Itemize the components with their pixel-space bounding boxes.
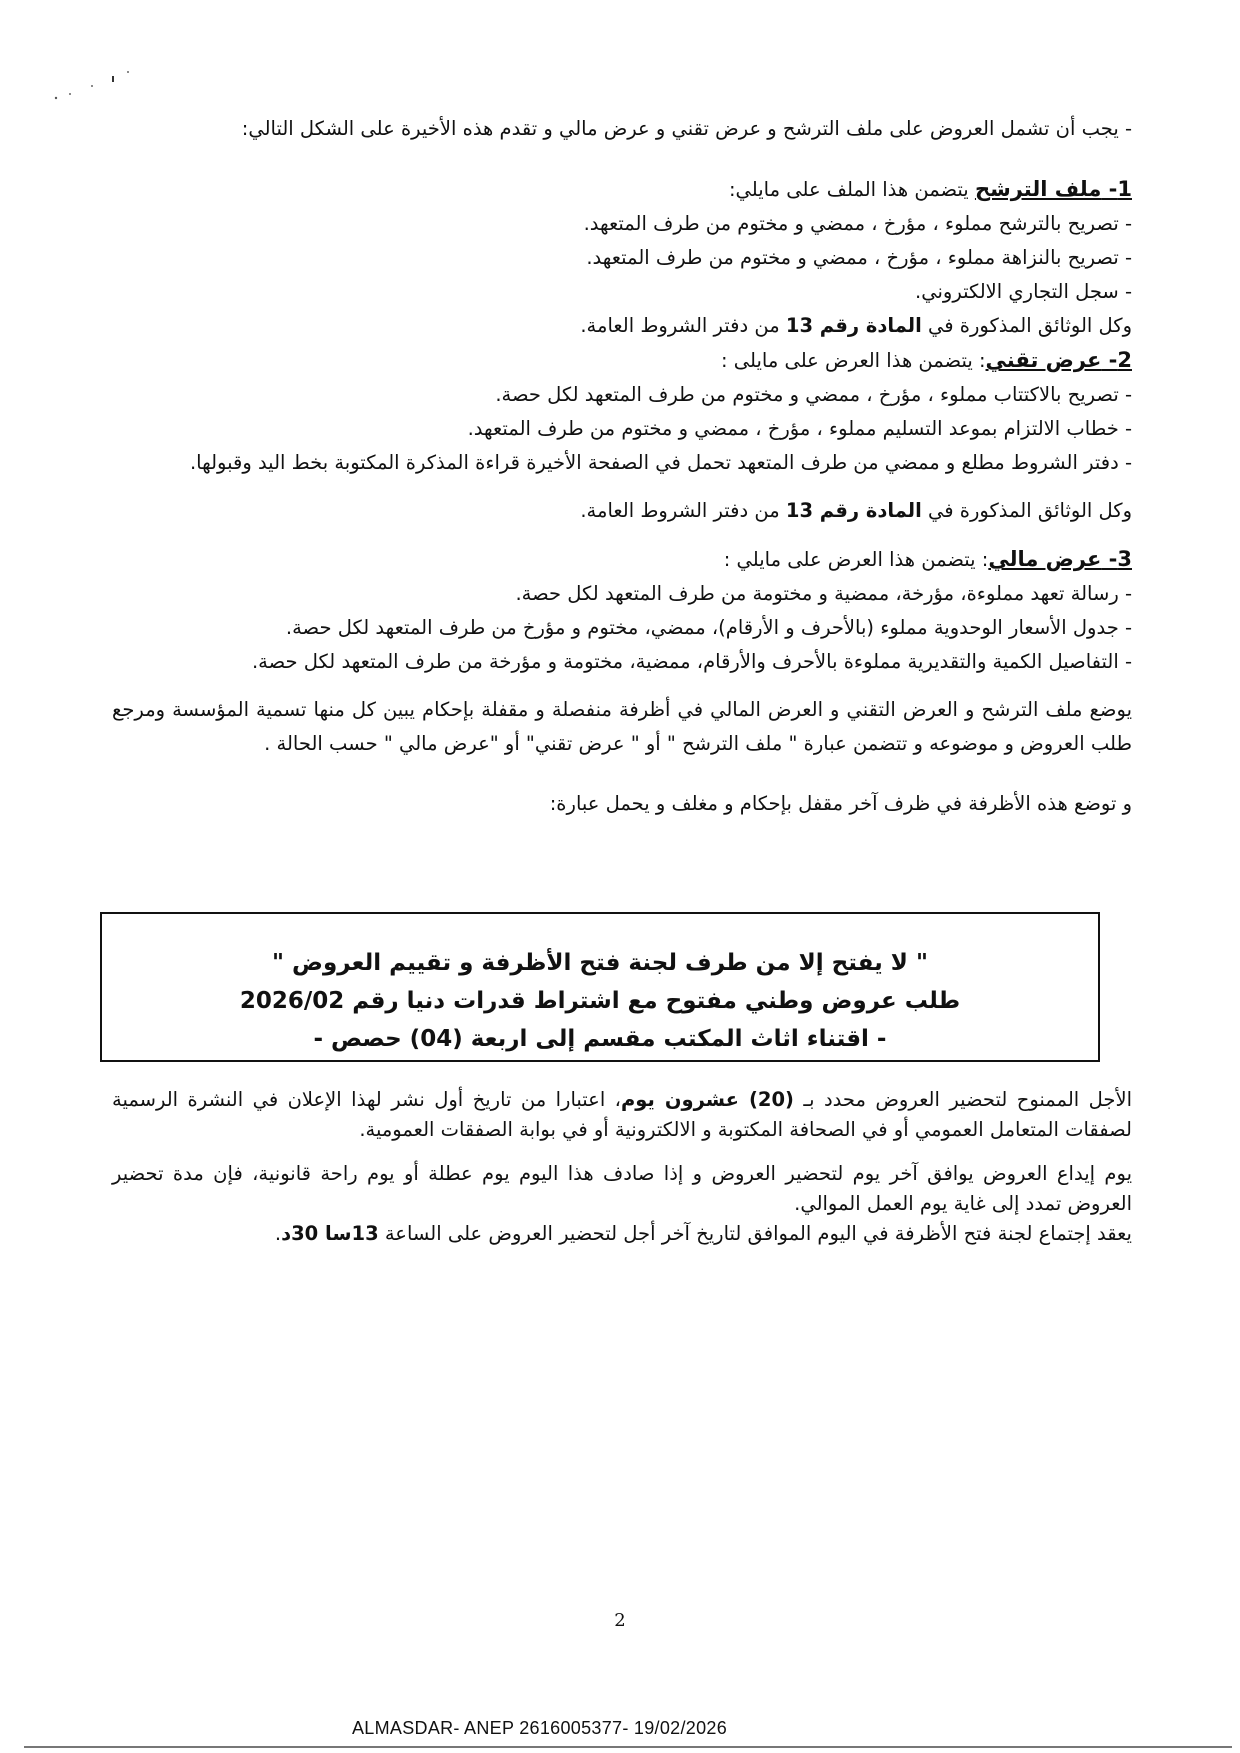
footer-reference: ALMASDAR- ANEP 2616005377- 19/02/2026 xyxy=(352,1718,728,1738)
section-2-heading: 2- عرض تقني: يتضمن هذا العرض على مايلى : xyxy=(720,348,1132,372)
section-3-item: - التفاصيل الكمية والتقديرية مملوءة بالأحرف والأرقام، ممضية، مختومة و مؤرخة من طرف المتعهد لكل حصة. xyxy=(251,650,1132,673)
box-line: طلب عروض وطني مفتوح مع اشتراط قدرات دنيا رقم 2026/02 xyxy=(239,988,961,1014)
section-2-item: - تصريح بالاكتتاب مملوء ، مؤرخ ، ممضي و مختوم من طرف المتعهد لكل حصة. xyxy=(495,383,1132,406)
section-1-item: - تصريح بالنزاهة مملوء ، مؤرخ ، ممضي و مختوم من طرف المتعهد. xyxy=(586,246,1132,269)
deadline-text xyxy=(112,1085,1132,1249)
docs-reference: وكل الوثائق المذكورة في المادة رقم 13 من دفتر الشروط العامة. xyxy=(580,314,1132,337)
section-1-item: - تصريح بالترشح مملوء ، مؤرخ ، ممضي و مختوم من طرف المتعهد. xyxy=(583,212,1132,235)
envelopes-paragraph: يوضع ملف الترشح و العرض التقني و العرض المالي في أظرفة منفصلة و مقفلة بإحكام يبين كل منها تسمية المؤسسة ومرجع طلب العروض و موضوعه و تتضمن عبارة " ملف الترشح " أو " عرض تقني" أو "عرض مالي " حسب الحالة . xyxy=(112,698,1132,755)
footer-divider xyxy=(24,1746,1232,1748)
section-1-heading: 1- ملف الترشح يتضمن هذا الملف على مايلي: xyxy=(728,177,1132,201)
scan-specks xyxy=(50,68,170,118)
section-3-heading: 3- عرض مالي: يتضمن هذا العرض على مايلي : xyxy=(723,547,1132,571)
envelope-inscription-box xyxy=(100,912,1100,1062)
docs-reference: وكل الوثائق المذكورة في المادة رقم 13 من دفتر الشروط العامة. xyxy=(580,499,1132,522)
intro-line: - يجب أن تشمل العروض على ملف الترشح و عرض تقني و عرض مالي و تقدم هذه الأخيرة على الشكل التالي: xyxy=(241,117,1132,140)
meeting-paragraph: يعقد إجتماع لجنة فتح الأظرفة في اليوم الموافق لتاريخ آخر أجل لتحضير العروض على الساعة 13سا 30د. xyxy=(274,1222,1132,1245)
section-2-item: - دفتر الشروط مطلع و ممضي من طرف المتعهد تحمل في الصفحة الأخيرة قراءة المذكرة المكتوبة بخط اليد وقبولها. xyxy=(189,451,1132,474)
page-number: 2 xyxy=(614,1610,626,1631)
section-1-item: - سجل التجاري الالكتروني. xyxy=(915,280,1132,303)
section-3-title: عرض مالي xyxy=(988,547,1102,571)
section-3-item: - رسالة تعهد مملوءة، مؤرخة، ممضية و مختومة من طرف المتعهد لكل حصة. xyxy=(515,582,1132,605)
box-line: - اقتناء اثاث المكتب مقسم إلى اربعة (04) حصص - xyxy=(313,1026,887,1052)
main-text xyxy=(112,112,1132,821)
section-2-title: عرض تقني xyxy=(985,348,1102,372)
deadline-paragraph: الأجل الممنوح لتحضير العروض محدد بـ (20) عشرون يوم، اعتبارا من تاريخ أول نشر لهذا الإعلان في النشرة الرسمية لصفقات المتعامل العمومي أو في الصحافة المكتوبة و الالكترونية أو في بوابة الصفقات العمومية. xyxy=(112,1088,1132,1141)
outer-envelope-line: و توضع هذه الأظرفة في ظرف آخر مقفل بإحكام و مغلف و يحمل عبارة: xyxy=(549,792,1132,815)
deposit-paragraph: يوم إيداع العروض يوافق آخر يوم لتحضير العروض و إذا صادف هذا اليوم يوم عطلة أو يوم راحة قانونية، فإن مدة تحضير العروض تمدد إلى غاية يوم العمل الموالي. xyxy=(112,1162,1132,1215)
section-1-title: ملف الترشح xyxy=(974,177,1102,201)
box-line: " لا يفتح إلا من طرف لجنة فتح الأظرفة و تقييم العروض " xyxy=(272,950,928,976)
section-3-item: - جدول الأسعار الوحدوية مملوء (بالأحرف و الأرقام)، ممضي، مختوم و مؤرخ من طرف المتعهد لكل حصة. xyxy=(285,616,1132,639)
section-2-item: - خطاب الالتزام بموعد التسليم مملوء ، مؤرخ ، ممضي و مختوم من طرف المتعهد. xyxy=(467,417,1132,440)
